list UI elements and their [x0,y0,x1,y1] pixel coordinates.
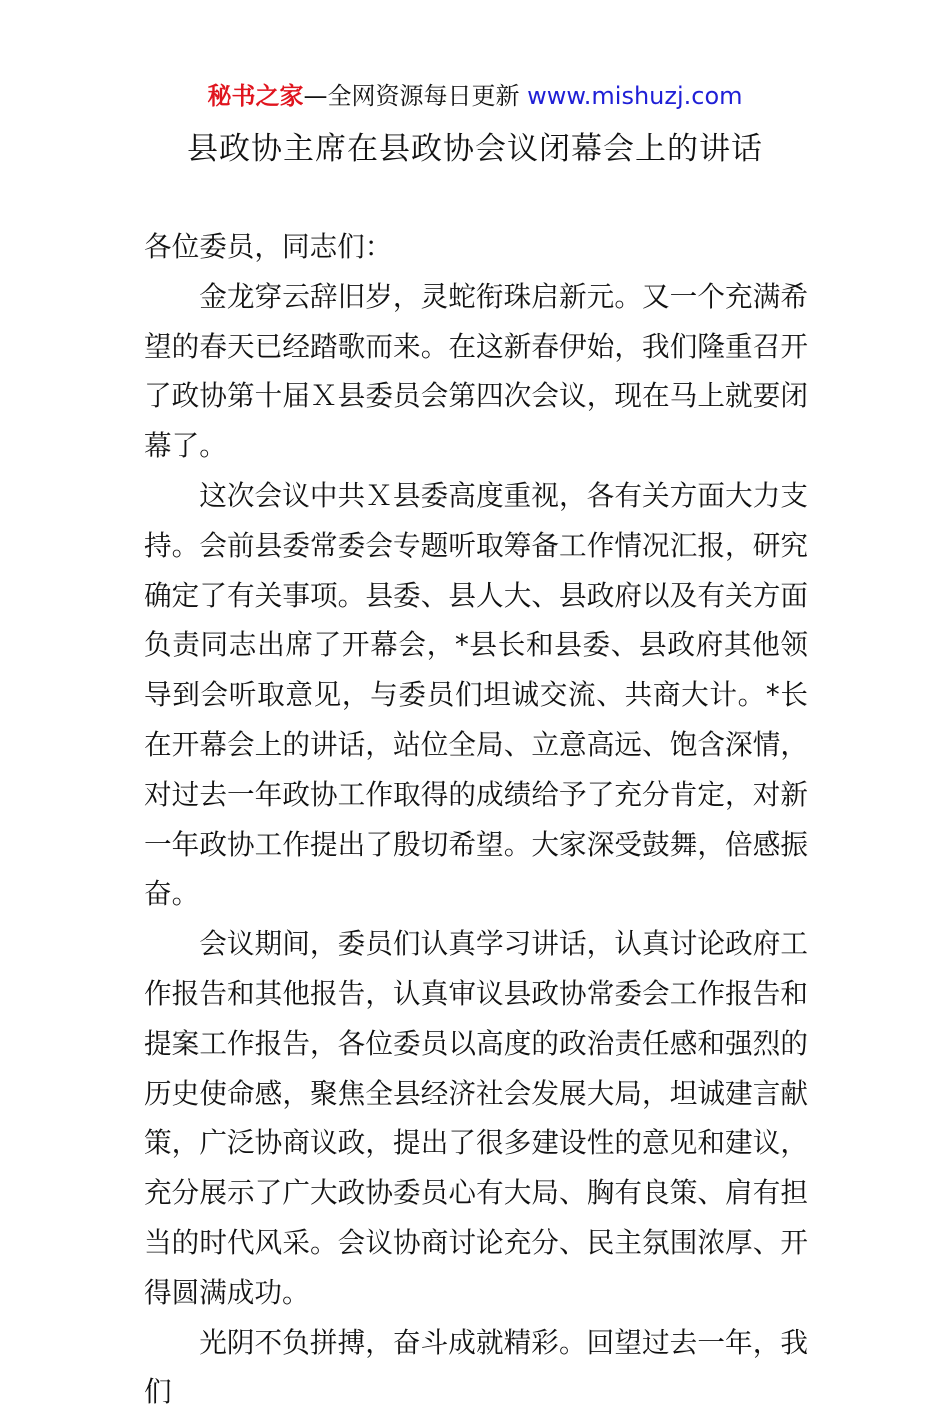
document-title: 县政协主席在县政协会议闭幕会上的讲话 [187,131,763,167]
paragraph-review: 光阴不负拼搏，奋斗成就精彩。回望过去一年，我们 [144,1325,808,1409]
salutation: 各位委员，同志们： [144,230,393,263]
header-slogan: —全网资源每日更新 [303,82,520,110]
paragraph-opening: 金龙穿云辞旧岁，灵蛇衔珠启新元。又一个充满希望的春天已经踏歌而来。在这新春伊始，我们隆重召开了政协第十届Ｘ县委员会第四次会议，现在马上就要闭幕了。 [144,279,808,463]
paragraph-support: 这次会议中共Ｘ县委高度重视，各有关方面大力支持。会前县委常委会专题听取筹备工作情况汇报，研究确定了有关事项。县委、县人大、县政府以及有关方面负责同志出席了开幕会，*县长和县委、县政府其他领导到会听取意见，与委员们坦诚交流、共商大计。*长在开幕会上的讲话，站位全局、立意高远、饱含深情，对过去一年政协工作取得的成绩给予了充分肯定，对新一年政协工作提出了殷切希望。大家深受鼓舞，倍感振奋。 [144,478,808,911]
paragraph-discussion: 会议期间，委员们认真学习讲话，认真讨论政府工作报告和其他报告，认真审议县政协常委会工作报告和提案工作报告，各位委员以高度的政治责任感和强烈的历史使命感，聚焦全县经济社会发展大局，坦诚建言献策，广泛协商议政，提出了很多建设性的意见和建议，充分展示了广大政协委员心有大局、胸有良策、肩有担当的时代风采。会议协商讨论充分、民主氛围浓厚、开得圆满成功。 [144,927,808,1309]
brand-name: 秘书之家 [207,82,304,110]
site-url-link[interactable]: www.mishuzj.com [527,82,743,110]
site-header [0,78,950,114]
document-body [144,222,808,1417]
